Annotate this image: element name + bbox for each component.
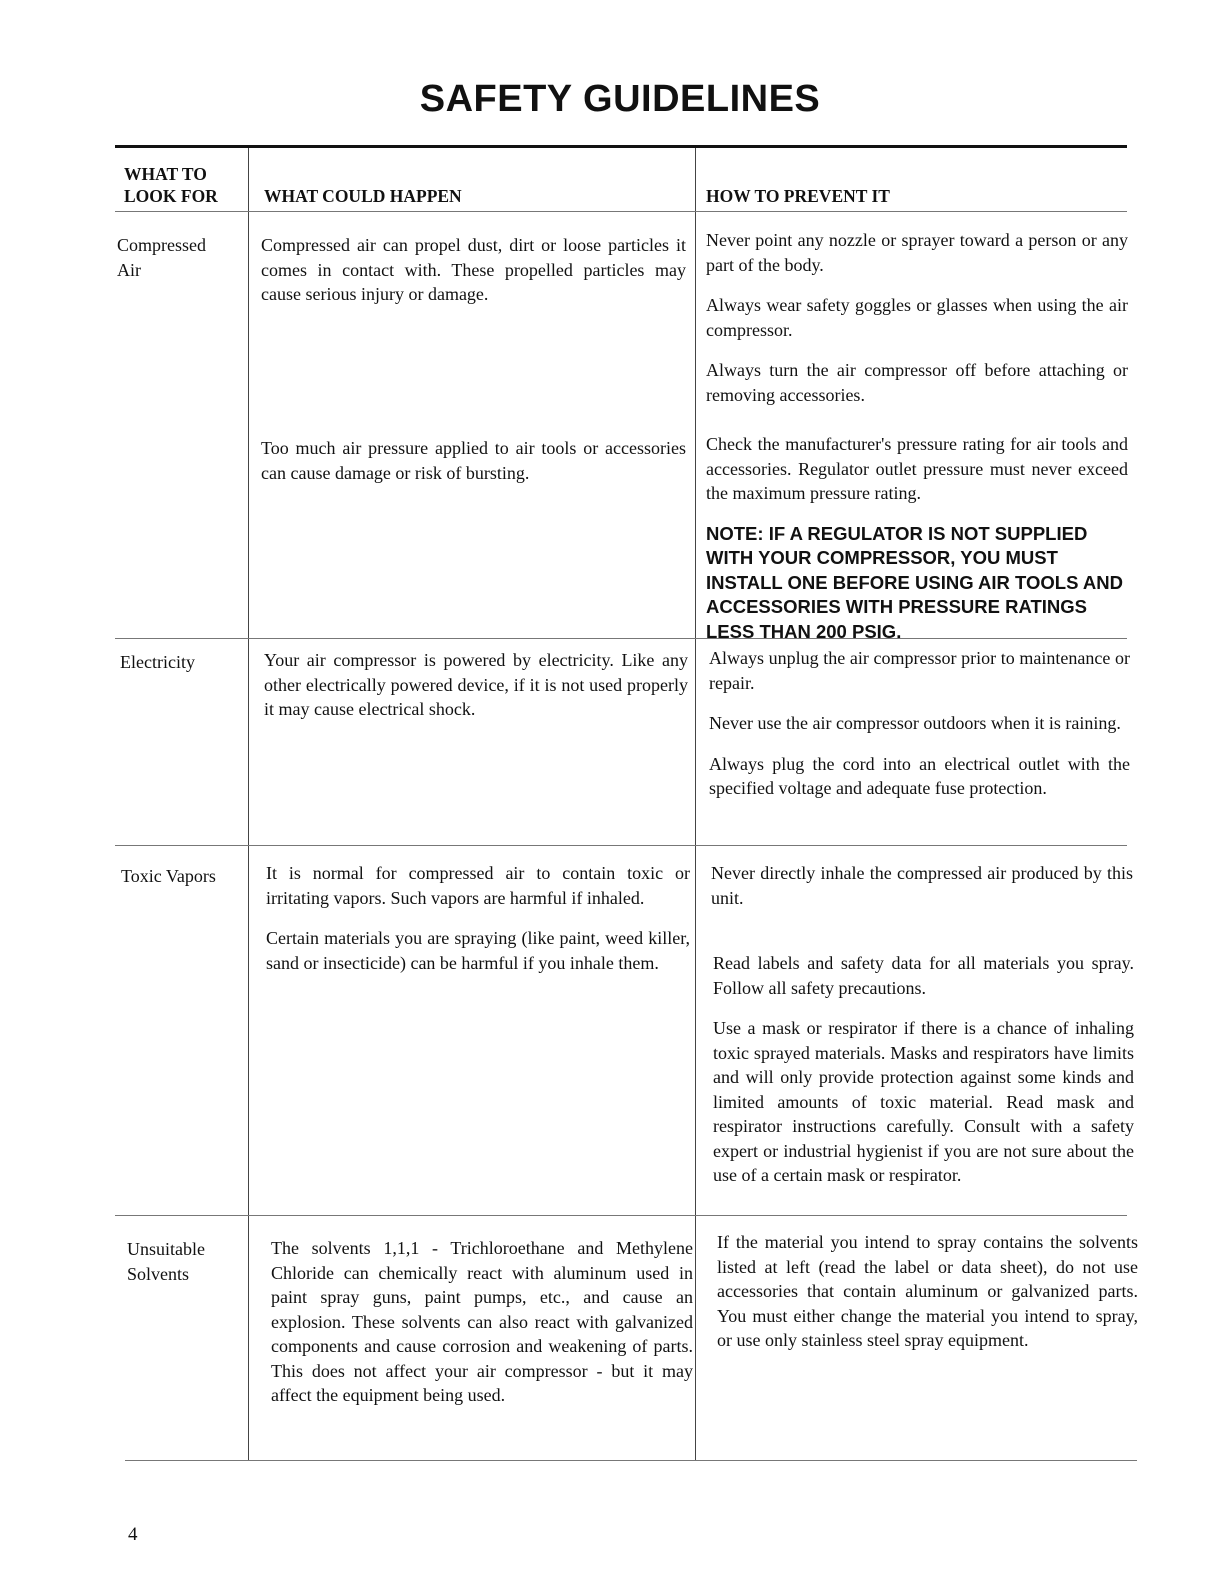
row-toxic-vapors-happen: [266, 861, 690, 975]
hazard-text: Too much air pressure applied to air tools or accessories can cause damage or risk of bursting.: [261, 438, 686, 483]
row-label-line: Air: [117, 259, 141, 280]
row-toxic-vapors-prevent-a: [711, 861, 1133, 910]
row-toxic-vapors-label: [121, 864, 246, 889]
prevention-text: Read labels and safety data for all materials you spray. Follow all safety precautions.: [713, 953, 1134, 998]
prevention-text: Always turn the air compressor off before attaching or removing accessories.: [706, 360, 1128, 405]
row-rule: [115, 1215, 1127, 1216]
hazard-text: Certain materials you are spraying (like paint, weed killer, sand or insecticide) can be harmful if you inhale them.: [266, 928, 690, 973]
hazard-text: It is normal for compressed air to contain toxic or irritating vapors. Such vapors are harmful if inhaled.: [266, 863, 690, 908]
header-what-could-happen: WHAT COULD HAPPEN: [264, 186, 462, 206]
row-label-line: Electricity: [120, 652, 195, 672]
title-rule: [115, 145, 1127, 148]
row-compressed-air-happen-a: [261, 233, 686, 307]
prevention-text: Never directly inhale the compressed air produced by this unit.: [711, 863, 1133, 908]
row-label-line: Compressed: [117, 235, 206, 255]
header-rule: [115, 211, 1127, 212]
row-rule: [115, 845, 1127, 846]
row-label-line: Toxic Vapors: [121, 866, 216, 886]
bottom-rule: [125, 1460, 1137, 1461]
header-look-for: [124, 163, 239, 207]
regulator-note: NOTE: IF A REGULATOR IS NOT SUPPLIED WITH YOUR COMPRESSOR, YOU MUST INSTALL ONE BEFORE USING AIR TOOLS AND ACCESSORIES WITH PRESSURE RATINGS LESS THAN 200 PSIG.: [706, 522, 1123, 642]
row-unsuitable-solvents-prevent: [717, 1230, 1138, 1353]
row-unsuitable-solvents-happen: [271, 1236, 693, 1408]
prevention-text: Always wear safety goggles or glasses when using the air compressor.: [706, 295, 1128, 340]
prevention-text: Always unplug the air compressor prior to maintenance or repair.: [709, 648, 1130, 693]
hazard-text: Your air compressor is powered by electricity. Like any other electrically powered device, if it is not used properly it may cause electrical shock.: [264, 650, 688, 719]
prevention-text: Use a mask or respirator if there is a chance of inhaling toxic sprayed materials. Masks and respirators have limits and will only provide protection against some kinds and limited amounts of toxic material. Read mask and respirator instructions carefully. Consult with a safety expert or industrial hygienist if you are not sure about the use of a certain mask or respirator.: [713, 1018, 1134, 1185]
hazard-text: Compressed air can propel dust, dirt or loose particles it comes in contact with. These propelled particles may cause serious injury or damage.: [261, 235, 686, 304]
prevention-text: Never use the air compressor outdoors when it is raining.: [709, 713, 1121, 733]
row-unsuitable-solvents-label: [127, 1237, 252, 1286]
prevention-text: Never point any nozzle or sprayer toward a person or any part of the body.: [706, 230, 1128, 275]
row-label-line: Unsuitable: [127, 1239, 205, 1259]
prevention-text: Check the manufacturer's pressure rating for air tools and accessories. Regulator outlet pressure must never exceed the maximum pressure rating.: [706, 434, 1128, 503]
row-compressed-air-happen-b: [261, 436, 686, 485]
row-electricity-happen: [264, 648, 688, 722]
prevention-text: Always plug the cord into an electrical outlet with the specified voltage and adequate fuse protection.: [709, 753, 1130, 798]
row-electricity-label: [120, 650, 245, 675]
hazard-text: The solvents 1,1,1 - Trichloroethane and Methylene Chloride can chemically react with aluminum used in paint spray guns, paint pumps, etc., and cause an explosion. These solvents can also react with galvanized components and cause corrosion and weakening of parts. This does not affect your air compressor - but it may affect the equipment being used.: [271, 1238, 693, 1405]
page-number: 4: [128, 1524, 138, 1545]
row-compressed-air-prevent-b: [706, 432, 1128, 644]
page-title: SAFETY GUIDELINES: [419, 78, 821, 120]
row-label-line: Solvents: [127, 1263, 190, 1284]
header-look-for-line1: WHAT TO: [124, 164, 207, 184]
row-electricity-prevent: [709, 646, 1130, 801]
prevention-text: If the material you intend to spray contains the solvents listed at left (read the label or data sheet), do not use accessories that contain aluminum or galvanized parts. You must either change the material you intend to spray, or use only stainless steel spray equipment.: [717, 1232, 1138, 1350]
row-compressed-air-label: [117, 233, 242, 282]
column-divider: [695, 148, 696, 1460]
row-compressed-air-prevent-a: [706, 228, 1128, 407]
row-toxic-vapors-prevent-b: [713, 951, 1134, 1188]
header-how-to-prevent: HOW TO PREVENT IT: [706, 186, 890, 206]
header-look-for-line2: LOOK FOR: [124, 186, 218, 206]
